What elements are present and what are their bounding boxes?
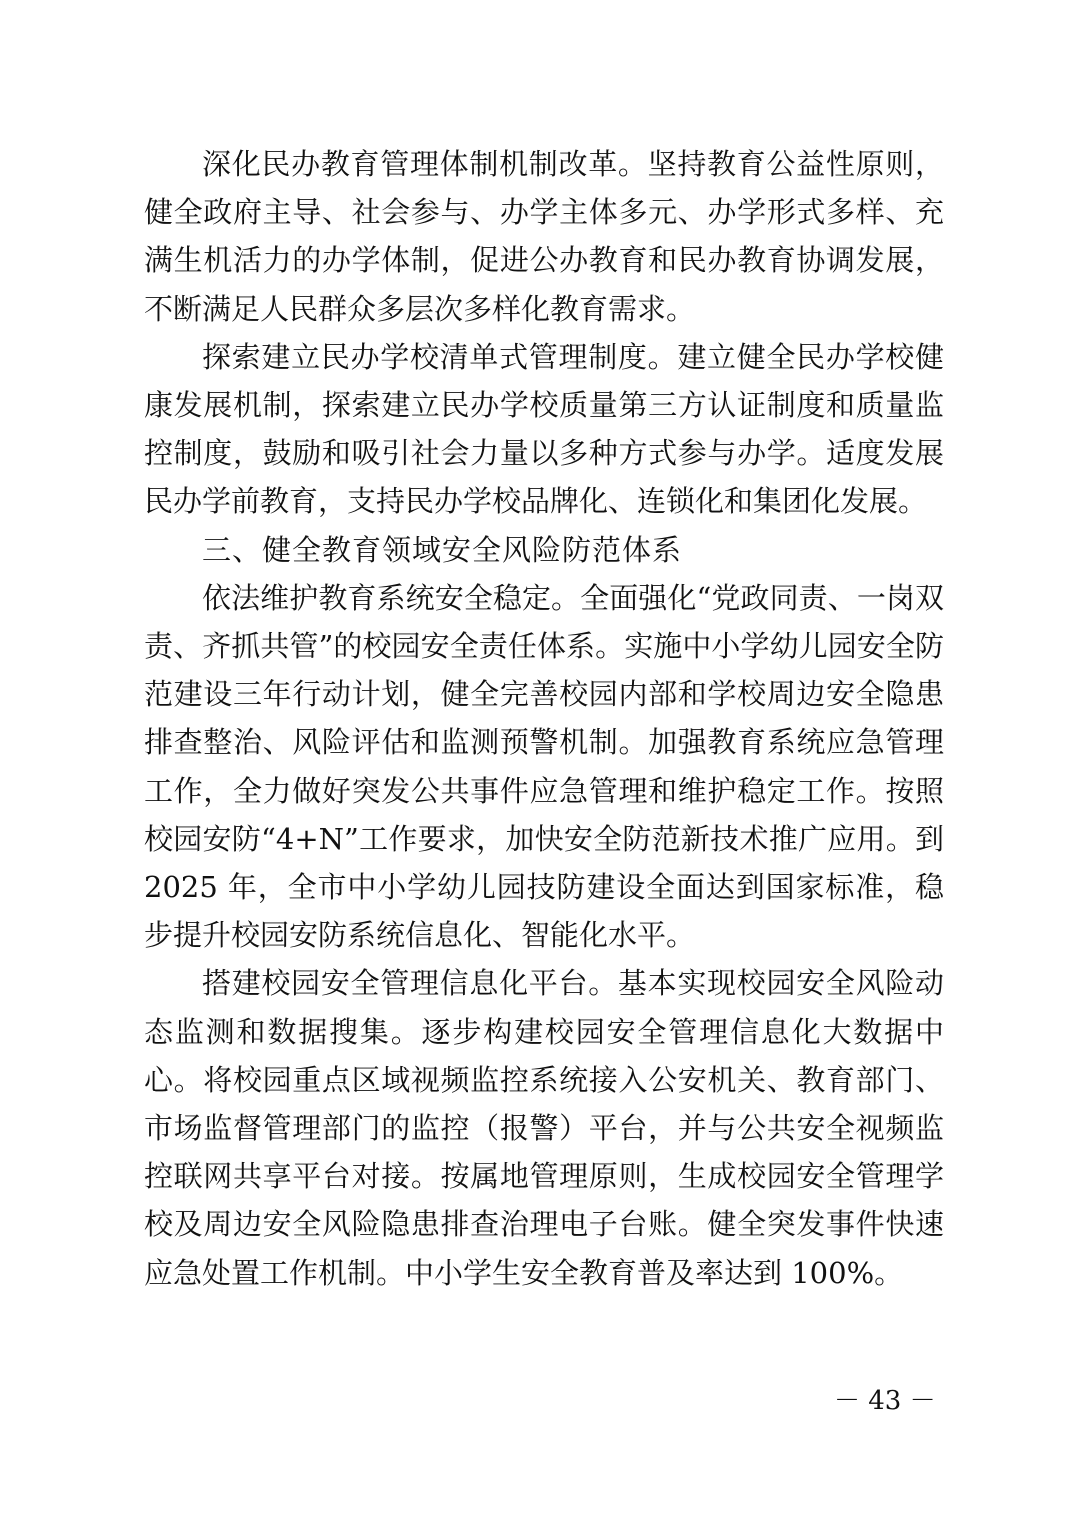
page-number: － 43 － xyxy=(834,1386,936,1416)
section-heading-safety-risk: 三、健全教育领域安全风险防范体系 xyxy=(202,532,683,567)
paragraph-private-school-management: 探索建立民办学校清单式管理制度。建立健全民办学校健康发展机制，探索建立民办学校质量第三方认证制度和质量监控制度，鼓励和吸引社会力量以多种方式参与办学。适度发展民办学前教育，支持民办学校品牌化、连锁化和集团化发展。 xyxy=(144,339,944,519)
paragraph-safety-information-platform: 搭建校园安全管理信息化平台。基本实现校园安全风险动态监测和数据搜集。逐步构建校园安全管理信息化大数据中心。将校园重点区域视频监控系统接入公安机关、教育部门、市场监督管理部门的监控（报警）平台，并与公共安全视频监控联网共享平台对接。按属地管理原则，生成校园安全管理学校及周边安全风险隐患排查治理电子台账。健全突发事件快速应急处置工作机制。中小学生安全教育普及率达到 100%。 xyxy=(144,966,944,1290)
document-body xyxy=(144,140,944,1297)
paragraph-education-system-safety: 依法维护教育系统安全稳定。全面强化“党政同责、一岗双责、齐抓共管”的校园安全责任体系。实施中小学幼儿园安全防范建设三年行动计划，健全完善校园内部和学校周边安全隐患排查整治、风险评估和监测预警机制。加强教育系统应急管理工作，全力做好突发公共事件应急管理和维护稳定工作。按照校园安防“4+N”工作要求，加快安全防范新技术推广应用。到 2025 年，全市中小学幼儿园技防建设全面达到国家标准，稳步提升校园安防系统信息化、智能化水平。 xyxy=(144,580,944,953)
paragraph-private-education-reform: 深化民办教育管理体制机制改革。坚持教育公益性原则，健全政府主导、社会参与、办学主体多元、办学形式多样、充满生机活力的办学体制，促进公办教育和民办教育协调发展，不断满足人民群众多层次多样化教育需求。 xyxy=(144,147,944,326)
